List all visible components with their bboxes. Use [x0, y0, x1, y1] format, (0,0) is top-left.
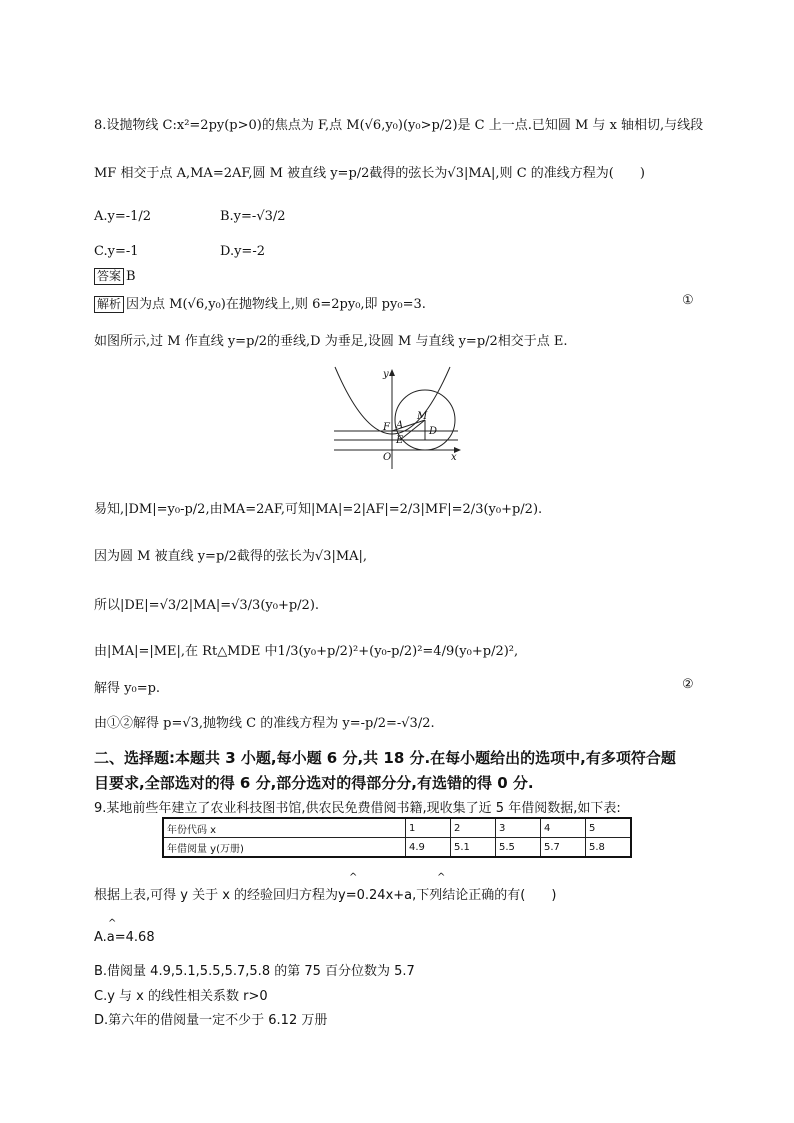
- analysis-step-1: 因为点 M(√6,y₀)在抛物线上,则 6=2py₀,即 py₀=3.: [126, 297, 426, 312]
- analysis-step-4: 因为圆 M 被直线 y=p/2截得的弦长为√3|MA|,: [94, 549, 368, 564]
- borrow-data-table: [162, 817, 632, 858]
- segment-me: [400, 420, 425, 440]
- answer-value: B: [126, 269, 136, 284]
- q8-option-a: A.y=-1/2: [94, 209, 152, 224]
- analysis-step-7: 解得 y₀=p.: [94, 681, 161, 696]
- q8-stem-line1: 8.设抛物线 C:x²=2py(p>0)的焦点为 F,点 M(√6,y₀)(y₀>p/2)是 C 上一点.已知圆 M 与 x 轴相切,与线段: [94, 118, 704, 133]
- table-cell: 5: [586, 818, 632, 838]
- analysis-step-2: 如图所示,过 M 作直线 y=p/2的垂线,D 为垂足,设圆 M 与直线 y=p/2相交于点 E.: [94, 334, 568, 349]
- table-cell: 5.8: [586, 838, 632, 858]
- analysis-step-5: 所以|DE|=√3/2|MA|=√3/3(y₀+p/2).: [94, 598, 320, 613]
- table-cell: 年份代码 x: [163, 818, 406, 838]
- label-e: E: [396, 435, 404, 446]
- table-cell: 2: [451, 818, 496, 838]
- section2-heading-line1: 二、选择题:本题共 3 小题,每小题 6 分,共 18 分.在每小题给出的选项中,有多项符合题: [94, 749, 676, 767]
- table-cell: 5.7: [541, 838, 586, 858]
- q8-answer: [94, 268, 136, 285]
- table-cell: 4.9: [406, 838, 451, 858]
- answer-tag: 答案: [94, 268, 124, 285]
- hat-mark-y: ^: [349, 872, 358, 883]
- y-arrow: [389, 369, 395, 376]
- table-cell: 1: [406, 818, 451, 838]
- q8-stem-line2: MF 相交于点 A,MA=2AF,圆 M 被直线 y=p/2截得的弦长为√3|MA|,则 C 的准线方程为( ): [94, 166, 645, 181]
- analysis-step-3: 易知,|DM|=y₀-p/2,由MA=2AF,可知|MA|=2|AF|=2/3|MF|=2/3(y₀+p/2).: [94, 502, 543, 517]
- label-f: F: [383, 422, 390, 433]
- hat-mark-a: ^: [437, 872, 446, 883]
- q8-analysis-line1: [94, 293, 426, 313]
- q8-option-c: C.y=-1: [94, 244, 139, 259]
- section2-heading-line2: 目要求,全部选对的得 6 分,部分选对的得部分分,有选错的得 0 分.: [94, 774, 534, 792]
- marker-1: ①: [682, 293, 694, 308]
- analysis-tag: 解析: [94, 296, 124, 313]
- table-cell: 4: [541, 818, 586, 838]
- label-a: A: [396, 420, 404, 431]
- table-cell: 3: [496, 818, 541, 838]
- table-cell: 5.5: [496, 838, 541, 858]
- table-row: [163, 818, 631, 838]
- label-o: O: [383, 452, 392, 463]
- parabola-figure: [330, 365, 465, 473]
- q9-stem: 9.某地前些年建立了农业科技图书馆,供农民免费借阅书籍,现收集了近 5 年借阅数据,如下表:: [94, 801, 621, 816]
- table-cell: 5.1: [451, 838, 496, 858]
- label-x: x: [451, 452, 457, 463]
- q9-option-a: A.a=4.68: [94, 930, 155, 945]
- q8-option-b: B.y=-√3/2: [220, 209, 286, 224]
- hat-mark-option-a: ^: [108, 918, 117, 929]
- analysis-step-8: 由①②解得 p=√3,抛物线 C 的准线方程为 y=-p/2=-√3/2.: [94, 716, 435, 731]
- label-d: D: [429, 426, 438, 437]
- label-y: y: [383, 369, 389, 380]
- q9-option-d: D.第六年的借阅量一定不少于 6.12 万册: [94, 1013, 328, 1028]
- q9-option-b: B.借阅量 4.9,5.1,5.5,5.7,5.8 的第 75 百分位数为 5.7: [94, 964, 415, 979]
- table-row: [163, 838, 631, 858]
- table-cell: 年借阅量 y(万册): [163, 838, 406, 858]
- marker-2: ②: [682, 677, 694, 692]
- q9-regression-line: 根据上表,可得 y 关于 x 的经验回归方程为y=0.24x+a,下列结论正确的有( ): [94, 888, 557, 903]
- q9-option-c: C.y 与 x 的线性相关系数 r>0: [94, 989, 268, 1004]
- q8-option-d: D.y=-2: [220, 244, 265, 259]
- label-m: M: [417, 411, 428, 422]
- analysis-step-6: 由|MA|=|ME|,在 Rt△MDE 中1/3(y₀+p/2)²+(y₀-p/2)²=4/9(y₀+p/2)²,: [94, 644, 519, 659]
